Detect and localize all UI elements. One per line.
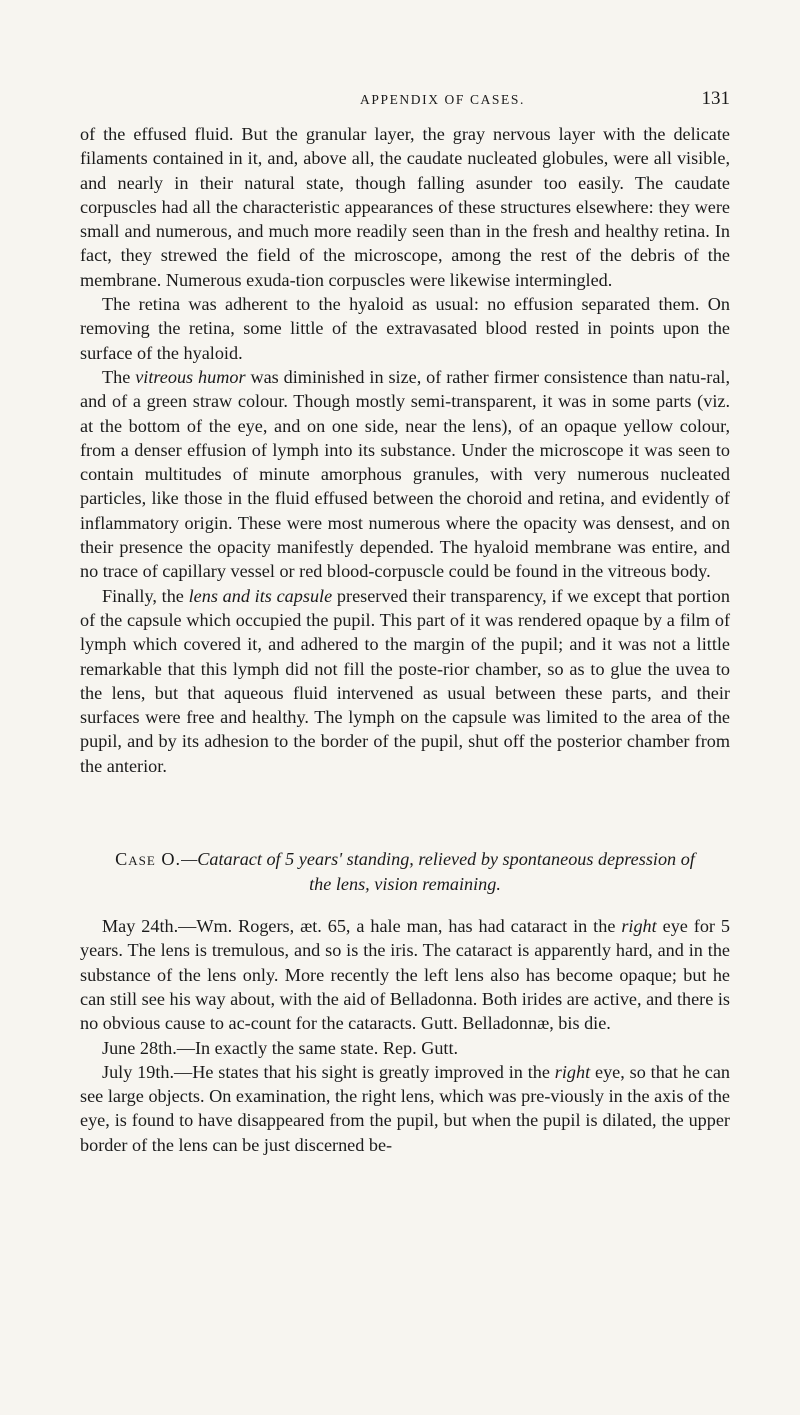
italic-word-right: right xyxy=(621,916,657,937)
text-run: The xyxy=(102,366,136,387)
entry-may-24 xyxy=(80,914,730,1035)
running-head: APPENDIX OF CASES. xyxy=(360,92,525,107)
italic-term-lens-capsule: lens and its capsule xyxy=(188,585,333,606)
text-run: preserved their transparency, if we except that portion of the capsule which occupied the pupil. This part of it was rendered opaque by a film of lymph which covered it, and adhered to the margin of the pupil; and it was not a little remarkable that this lymph did not fill the poste-rior chamber, so as to glue the uvea to the lens, but that aqueous fluid intervened as usual between these parts, and their surfaces were free and healthy. The lymph on the capsule was limited to the area of the pupil, and by its adhesion to the border of the pupil, shut off the posterior chamber from the anterior. xyxy=(80,585,730,776)
spacer xyxy=(80,896,730,914)
text-run: July 19th.—He states that his sight is greatly improved in the xyxy=(102,1061,555,1082)
paragraph-vitreous-humor xyxy=(80,365,730,584)
page-number: 131 xyxy=(701,88,730,109)
case-label: Case O. xyxy=(115,849,182,870)
text-run: Finally, the xyxy=(102,585,189,606)
paragraph-effused-fluid: of the effused fluid. But the granular layer, the gray nervous layer with the delicate filaments contained in it, and, above all, the caudate nucleated globules, were all visible, and nearly in their natural state, though falling asunder too easily. The caudate corpuscles had all the characteristic appearances of these structures elsewhere: they were small and numerous, and much more readily seen than in the fresh and healthy retina. In fact, they strewed the field of the microscope, among the rest of the debris of the membrane. Numerous exuda-tion corpuscles were likewise intermingled. xyxy=(80,124,730,290)
italic-term-vitreous-humor: vitreous humor xyxy=(135,366,246,387)
page-header xyxy=(80,0,730,110)
paragraph-lens-capsule xyxy=(80,584,730,778)
body-text xyxy=(80,122,730,1157)
case-title-line2: the lens, vision remaining. xyxy=(309,873,501,894)
italic-word-right: right xyxy=(554,1061,591,1082)
case-heading xyxy=(80,847,730,896)
entry-june-28: June 28th.—In exactly the same state. Rep. Gutt. xyxy=(102,1037,459,1058)
case-title-line1: —Cataract of 5 years' standing, relieved by spontaneous depression of xyxy=(181,849,695,870)
paragraph-retina-adherent: The retina was adherent to the hyaloid as usual: no effusion separated them. On removing the retina, some little of the extravasated blood rested in points upon the surface of the hyaloid. xyxy=(80,294,730,363)
text-run: May 24th.—Wm. Rogers, æt. 65, a hale man, has had cataract in the xyxy=(102,916,622,937)
entry-july-19 xyxy=(80,1060,730,1157)
text-run: eye for 5 years. The lens is tremulous, and so is the iris. The cataract is apparently hard, and in the substance of the lens only. More recently the left lens also has become opaque; but he can still see his way about, with the aid of Belladonna. Both irides are active, and there is no obvious cause to ac-count for the cataracts. Gutt. Belladonnæ, bis die. xyxy=(80,916,730,1034)
text-run: was diminished in size, of rather firmer consistence than natu-ral, and of a green straw colour. Though mostly semi-transparent, it was in some parts (viz. at the bottom of the eye, and on one side, near the lens), of an opaque yellow colour, from a denser effusion of lymph into its substance. Under the microscope it was seen to contain multitudes of minute amorphous granules, with very numerous nucleated particles, like those in the fluid effused between the choroid and retina, and evidently of inflammatory origin. These were most numerous where the opacity was densest, and on their presence the opacity manifestly depended. The hyaloid membrane was entire, and no trace of capillary vessel or red blood-corpuscle could be found in the vitreous body. xyxy=(80,366,730,582)
text-run: eye, so that he can see large objects. On examination, the right lens, which was pre-viously in the axis of the eye, is found to have disappeared from the pupil, but when the pupil is dilated, the upper border of the lens can be just discerned be- xyxy=(80,1061,730,1155)
